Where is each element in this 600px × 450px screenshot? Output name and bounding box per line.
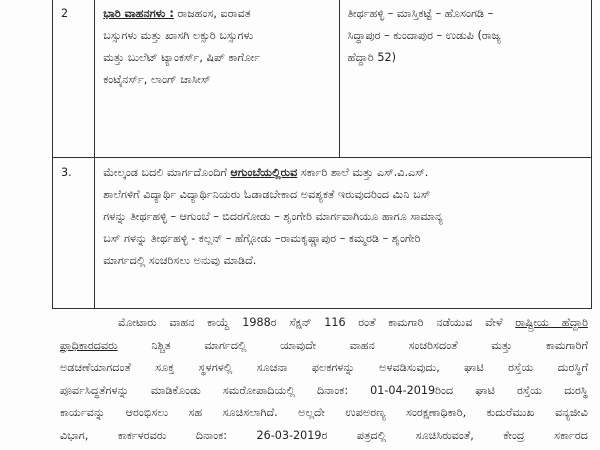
vehicle-type-heading: ಭಾರಿ ವಾಹನಗಳು : bbox=[103, 7, 174, 20]
vehicle-type-line-4: ಕಂಟೈನರ್ಸ್, ಲಾಂಗ್ ಚಾಸೀಸ್ bbox=[103, 73, 211, 86]
school-route-line-3: ಗಳನ್ನು ತೀರ್ಥಹಳ್ಳಿ – ಆಗುಂಬೆ – ಬಿದರಗೋಡು – ಶೃಂಗೇರಿ ಮಾರ್ಗವಾಗಿಯೂ ಹಾಗೂ ಸಾಮಾನ್ಯ bbox=[103, 210, 443, 223]
school-route-line-2: ಶಾಲೆಗಳಿಗೆ ವಿದ್ಯಾರ್ಥಿ ವಿದ್ಯಾರ್ಥಿನಿಯರು ಓಡಾಡಬೇಕಾದ ಅವಶ್ಯಕತೆ ಇರುವುದರಿಂದ ಮಿನಿ ಬಸ್ bbox=[103, 188, 431, 201]
table-row bbox=[53, 158, 592, 309]
paragraph-line-1 bbox=[60, 312, 588, 335]
paragraph-line-3: ಅಡಚಣೆಯಾಗದಂತೆ ಸೂಕ್ತ ಸ್ಥಳಗಳಲ್ಲಿ ಸೂಚನಾ ಫಲಕಗಳನ್ನು ಅಳವಡಿಸುವುದು, ಘಾಟಿ ರಸ್ತೆಯ ದುರಸ್ಥಿಗೆ bbox=[60, 361, 588, 374]
school-route-text: ಮೇಲ್ಕಂಡ ಬದಲಿ ಮಾರ್ಗದೊಂದಿಗೆ bbox=[103, 166, 231, 179]
school-route-line-1 bbox=[103, 162, 585, 184]
paragraph-emphasis: ಪ್ರಾಧಿಕಾರದವರು bbox=[60, 338, 118, 352]
vehicle-type-cell bbox=[95, 0, 339, 158]
route-line-3: ಹೆದ್ದಾರಿ 52) bbox=[347, 51, 396, 64]
route-line-1: ತೀರ್ಥಹಳ್ಳಿ – ಮಾಸ್ತಿಕಟ್ಟೆ – ಹೊಸಂಗಡಿ – bbox=[347, 7, 494, 20]
row-number-text: 3. bbox=[61, 166, 72, 179]
school-route-line-5: ಮಾರ್ಗದಲ್ಲಿ ಸಂಚರಿಸಲು ಅನುವು ಮಾಡಿದೆ. bbox=[103, 254, 257, 267]
vehicle-type-line-3: ಮತ್ತು ಬುಲೆಟ್ ಟ್ಯಾಂಕರ್ಸ್, ಷಿಪ್ ಕಾರ್ಗೋ bbox=[103, 51, 261, 64]
paragraph-line-5: ಕಾರ್ಯವನ್ನು ಆರಂಭಿಸಲು ಸಹ ಸೂಚಿಸಲಾಗಿದೆ. ಅಲ್ಲದೇ ಉಪಅರಣ್ಯ ಸಂರಕ್ಷಣಾಧಿಕಾರಿ, ಕುದುರೆಮುಖ ವನ್ಯಜೀವಿ bbox=[60, 406, 588, 419]
paragraph-line-4: ಪೂರ್ವಸಿದ್ಧತೆಗಳನ್ನು ಮಾಡಿಕೊಂಡು ಸಮರೋಪಾದಿಯಲ್ಲಿ ದಿನಾಂಕ: 01-04-2019ರಿಂದ ಘಾಟಿ ರಸ್ತೆಯ ದುರಸ್ಥಿ bbox=[60, 383, 588, 397]
vehicle-type-line-1 bbox=[103, 3, 332, 25]
table-row bbox=[53, 0, 592, 158]
row-number-text: 2 bbox=[61, 7, 69, 20]
row-number bbox=[53, 0, 95, 158]
school-route-text: ಸರ್ಕಾರಿ ಶಾಲೆ ಮತ್ತು ಎಸ್.ವಿ.ಎಸ್. bbox=[297, 166, 429, 179]
school-route-cell bbox=[95, 158, 592, 309]
route-cell bbox=[339, 0, 592, 158]
body-paragraph bbox=[60, 312, 588, 447]
vehicle-type-line-2: ಬಸ್ಸುಗಳು ಮತ್ತು ಖಾಸಗಿ ಲಕ್ಸುರಿ ಬಸ್ಸುಗಳು bbox=[103, 29, 254, 42]
school-route-line-4: ಬಸ್ ಗಳನ್ನು ತೀರ್ಥಹಳ್ಳಿ - ಕಲ್ಲನ್ – ಹೆಗ್ಗೋಡು –ರಾಮಕೃಷ್ಣಾಪುರ – ಕಮ್ಮರಡಿ – ಶೃಂಗೇರಿ bbox=[103, 232, 421, 245]
school-route-emphasis: ಆಗುಂಬೆಯಲ್ಲಿರುವ bbox=[230, 166, 298, 179]
route-line-2: ಸಿದ್ಧಾಪುರ – ಕುಂದಾಪುರ – ಉಡುಪಿ (ರಾಜ್ಯ bbox=[347, 29, 501, 42]
row-number bbox=[53, 158, 95, 309]
vehicle-type-text: ರಾಜಹಂಸ, ಐರಾವತ bbox=[173, 7, 251, 20]
paragraph-emphasis: ರಾಷ್ಟ್ರೀಯ ಹೆದ್ದಾರಿ bbox=[515, 316, 588, 329]
paragraph-line-2 bbox=[60, 335, 588, 358]
paragraph-text: ಮೋಟಾರು ವಾಹನ ಕಾಯ್ದೆ 1988ರ ಸೆಕ್ಷನ್ 116 ರಂತೆ ಕಾಮಗಾರಿ ನಡೆಯುವ ವೇಳೆ bbox=[118, 316, 516, 329]
paragraph-text: ನಿಶ್ಚಿತ ಮಾರ್ಗದಲ್ಲಿ ಯಾವುದೇ ವಾಹನ ಸಂಚರಿಸದಂತೆ ಮತ್ತು ಕಾಮಗಾರಿಗೆ bbox=[117, 338, 588, 352]
routes-table bbox=[52, 0, 592, 309]
paragraph-line-6: ವಿಭಾಗ, ಕಾರ್ಕಳರವರು ದಿನಾಂಕ: 26-03-2019ರ ಪತ್ರದಲ್ಲಿ ಸೂಚಿಸಿರುವಂತೆ, ಕೇಂದ್ರ ಸರ್ಕಾರದ bbox=[60, 428, 588, 442]
